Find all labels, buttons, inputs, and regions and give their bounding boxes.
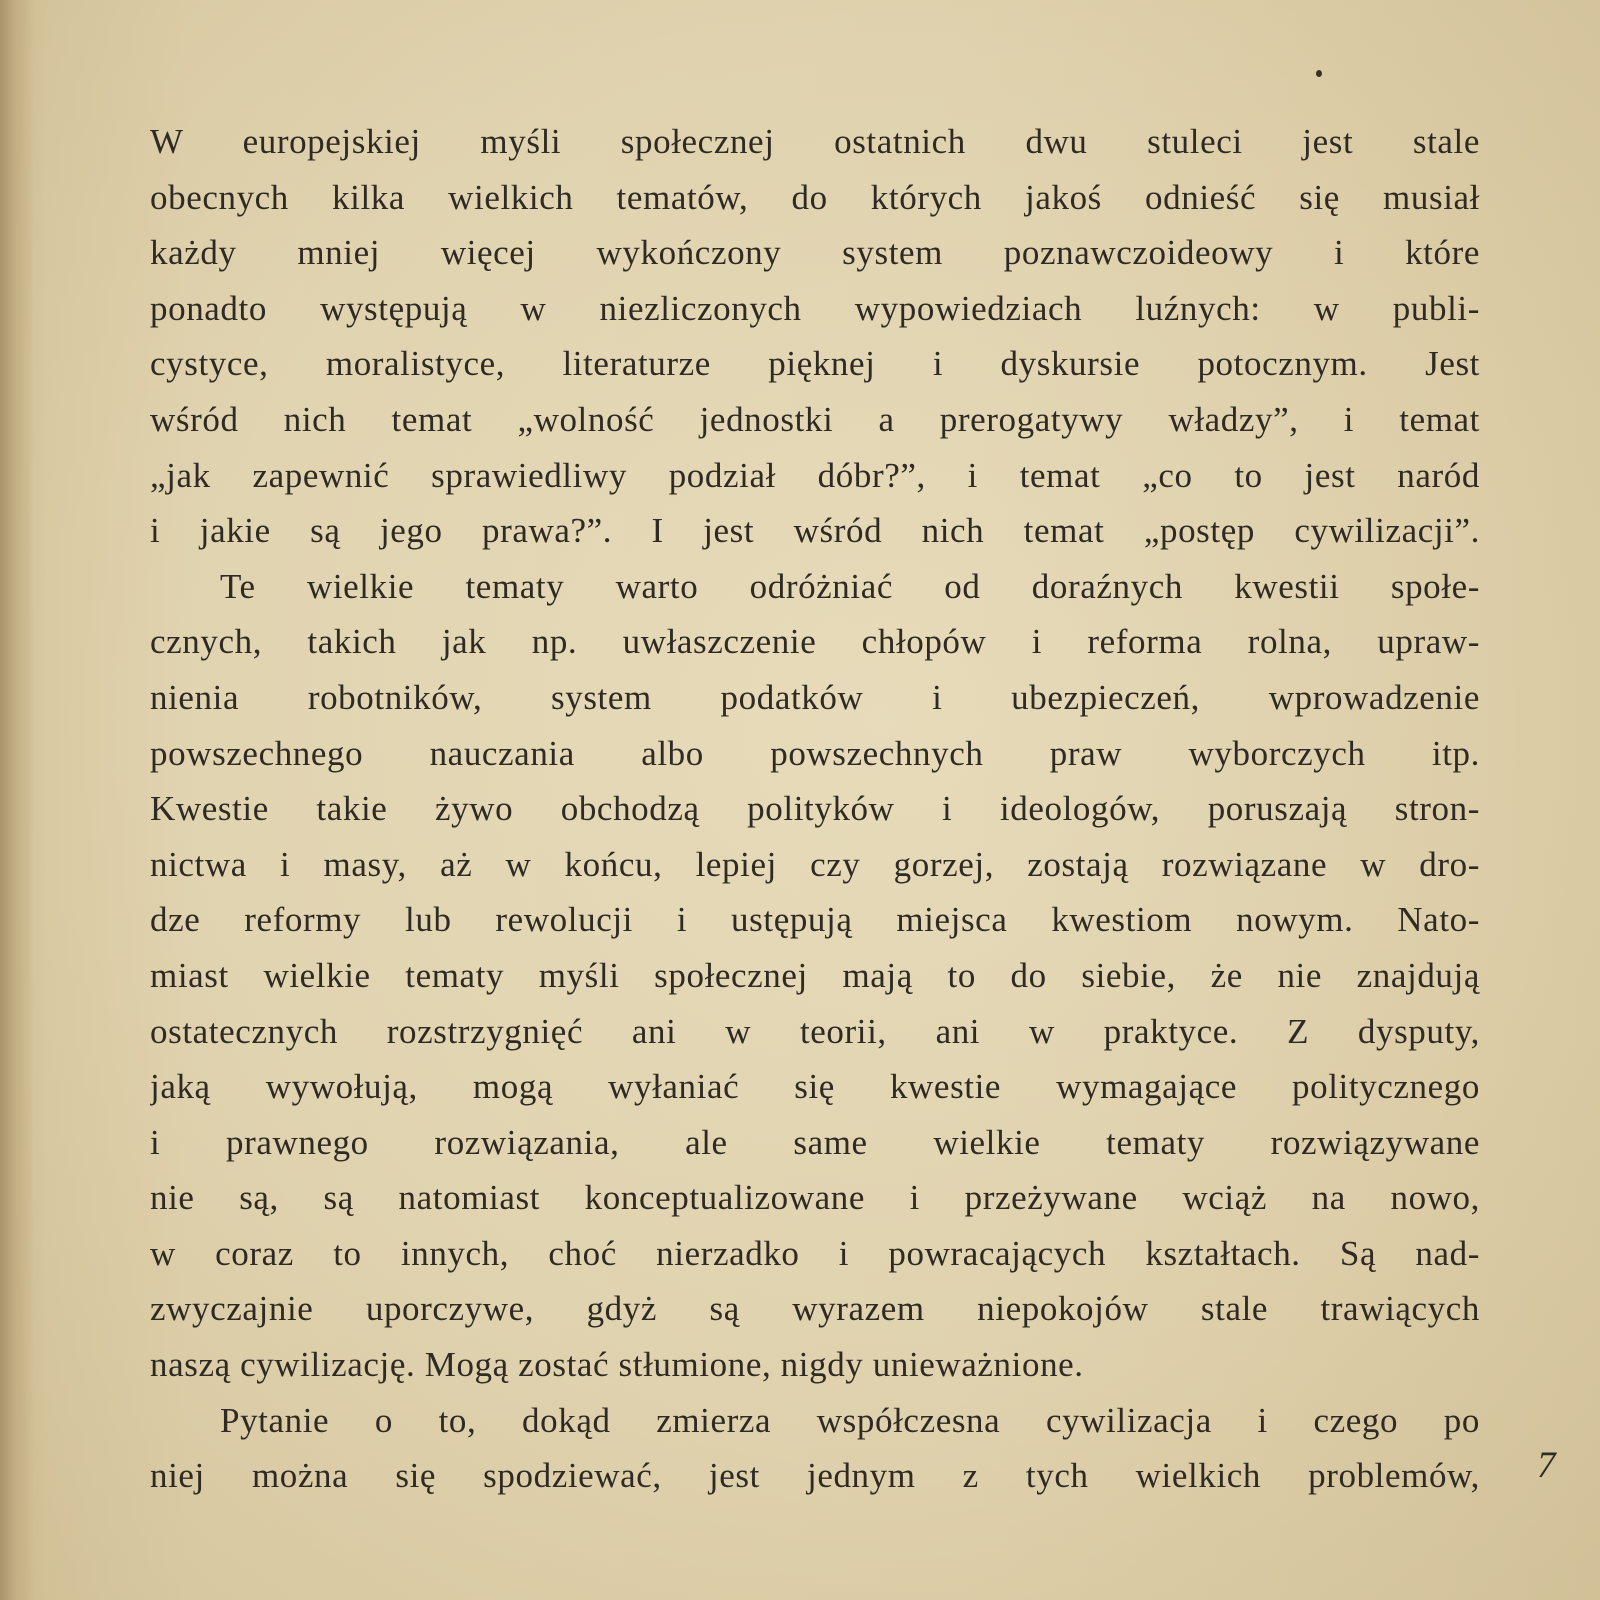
text-line: Te wielkie tematy warto odróżniać od doraźnych kwestii społe-	[220, 566, 1480, 606]
text-line: Pytanie o to, dokąd zmierza współczesna cywilizacja i czego po	[220, 1400, 1480, 1440]
text-line: i jakie są jego prawa?”. I jest wśród nich temat „postęp cywilizacji”.	[150, 511, 1480, 551]
page-number: 7	[1537, 1445, 1556, 1486]
text-line: nictwa i masy, aż w końcu, lepiej czy gorzej, zostają rozwiązane w dro-	[150, 844, 1480, 884]
text-line: wśród nich temat „wolność jednostki a prerogatywy władzy”, i temat	[150, 399, 1480, 439]
text-line: nie są, są natomiast konceptualizowane i przeżywane wciąż na nowo,	[150, 1178, 1480, 1218]
text-line: i prawnego rozwiązania, ale same wielkie tematy rozwiązywane	[150, 1122, 1480, 1162]
text-line: powszechnego nauczania albo powszechnych praw wyborczych itp.	[150, 733, 1480, 773]
text-line: ostatecznych rozstrzygnięć ani w teorii, ani w praktyce. Z dysputy,	[150, 1011, 1480, 1051]
text-line: miast wielkie tematy myśli społecznej mają to do siebie, że nie znajdują	[150, 955, 1480, 995]
text-line: cznych, takich jak np. uwłaszczenie chłopów i reforma rolna, upraw-	[150, 622, 1480, 662]
text-line: jaką wywołują, mogą wyłaniać się kwestie wymagające politycznego	[150, 1067, 1480, 1107]
text-line: W europejskiej myśli społecznej ostatnich dwu stuleci jest stale	[150, 122, 1480, 161]
text-line: dze reformy lub rewolucji i ustępują miejsca kwestiom nowym. Nato-	[150, 900, 1480, 940]
text-line: naszą cywilizację. Mogą zostać stłumione, nigdy unieważnione.	[150, 1345, 1084, 1385]
page-gutter-shadow	[0, 0, 34, 1600]
text-line: zwyczajnie uporczywe, gdyż są wyrazem niepokojów stale trawiących	[150, 1289, 1480, 1329]
text-line: nienia robotników, system podatków i ubezpieczeń, wprowadzenie	[150, 677, 1480, 717]
text-line: obecnych kilka wielkich tematów, do których jakoś odnieść się musiał	[150, 177, 1480, 217]
text-line: cystyce, moralistyce, literaturze pięknej i dyskursie potocznym. Jest	[150, 344, 1480, 384]
text-line: niej można się spodziewać, jest jednym z tych wielkich problemów,	[150, 1456, 1480, 1496]
text-line: „jak zapewnić sprawiedliwy podział dóbr?”, i temat „co to jest naród	[150, 455, 1480, 495]
text-line: każdy mniej więcej wykończony system poznawczoideowy i które	[150, 233, 1480, 273]
text-line: ponadto występują w niezliczonych wypowiedziach luźnych: w publi-	[150, 288, 1480, 328]
text-line: w coraz to innych, choć nierzadko i powracających kształtach. Są nad-	[150, 1233, 1480, 1273]
ink-speck	[1316, 70, 1322, 77]
body-text	[150, 114, 1480, 1504]
text-line: Kwestie takie żywo obchodzą polityków i ideologów, poruszają stron-	[150, 789, 1480, 829]
